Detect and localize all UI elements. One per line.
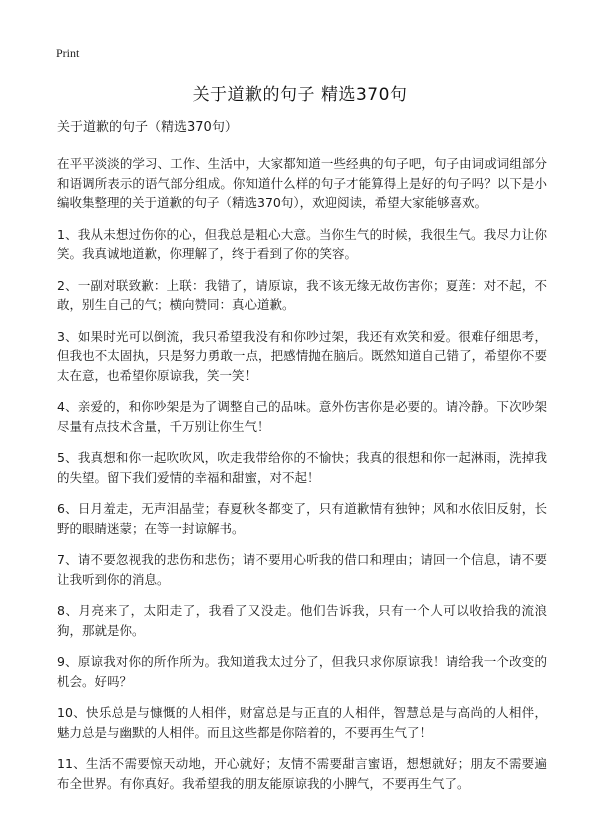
list-item: 5、我真想和你一起吹吹风，吹走我带给你的不愉快；我真的很想和你一起淋雨，洗掉我的失望。留下我们爱情的幸福和甜蜜，对不起！ (57, 450, 547, 485)
list-item: 10、快乐总是与慷慨的人相伴，财富总是与正直的人相伴，智慧总是与高尚的人相伴，魅力总是与幽默的人相伴。而且这些都是你陪着的，不要再生气了！ (57, 705, 547, 740)
list-item: 8、月亮来了，太阳走了，我看了又没走。他们告诉我，只有一个人可以收拾我的流浪狗，那就是你。 (57, 603, 547, 638)
print-link[interactable]: Print (56, 46, 80, 60)
list-item: 3、如果时光可以倒流，我只希望我没有和你吵过架，我还有欢笑和爱。很难仔细思考，但我也不太固执，只是努力勇敢一点，把感情抛在脑后。既然知道自己错了，希望你不要太在意，也希望你原谅我，笑一笑！ (57, 328, 547, 383)
intro-paragraph: 在平平淡淡的学习、工作、生活中，大家都知道一些经典的句子吧，句子由词或词组部分和语调所表示的语气部分组成。你知道什么样的句子才能算得上是好的句子吗？以下是小编收集整理的关于道歉的句子（精选370句），欢迎阅读，希望大家能够喜欢。 (57, 156, 547, 210)
document-subtitle: 关于道歉的句子（精选370句） (57, 120, 238, 135)
list-item: 6、日月羞走，无声泪晶莹；春夏秋冬都变了，只有道歉情有独钟；风和水依旧反射，长野的眼睛迷蒙；在等一封谅解书。 (57, 501, 547, 536)
list-item: 9、原谅我对你的所作所为。我知道我太过分了，但我只求你原谅我！请给我一个改变的机会。好吗？ (57, 654, 547, 689)
list-item: 2、一副对联致歉：上联：我错了，请原谅，我不该无缘无故伤害你；夏莲：对不起，不敢，别生自己的气；横向赞同：真心道歉。 (57, 277, 547, 312)
document-body (57, 118, 547, 805)
document-title: 关于道歉的句子 精选370句 (192, 85, 408, 105)
list-item: 4、亲爱的，和你吵架是为了调整自己的品味。意外伤害你是必要的。请冷静。下次吵架尽量有点技术含量，千万别让你生气！ (57, 399, 547, 434)
list-item: 11、生活不需要惊天动地，开心就好；友情不需要甜言蜜语，想想就好；朋友不需要遍布全世界。有你真好。我希望我的朋友能原谅我的小脾气，不要再生气了。 (57, 756, 547, 791)
list-item: 1、我从未想过伤你的心，但我总是粗心大意。当你生气的时候，我很生气。我尽力让你笑。我真诚地道歉，你理解了，终于看到了你的笑容。 (57, 226, 547, 261)
list-item: 7、请不要忽视我的悲伤和悲伤；请不要用心听我的借口和理由；请回一个信息，请不要让我听到你的消息。 (57, 552, 547, 587)
